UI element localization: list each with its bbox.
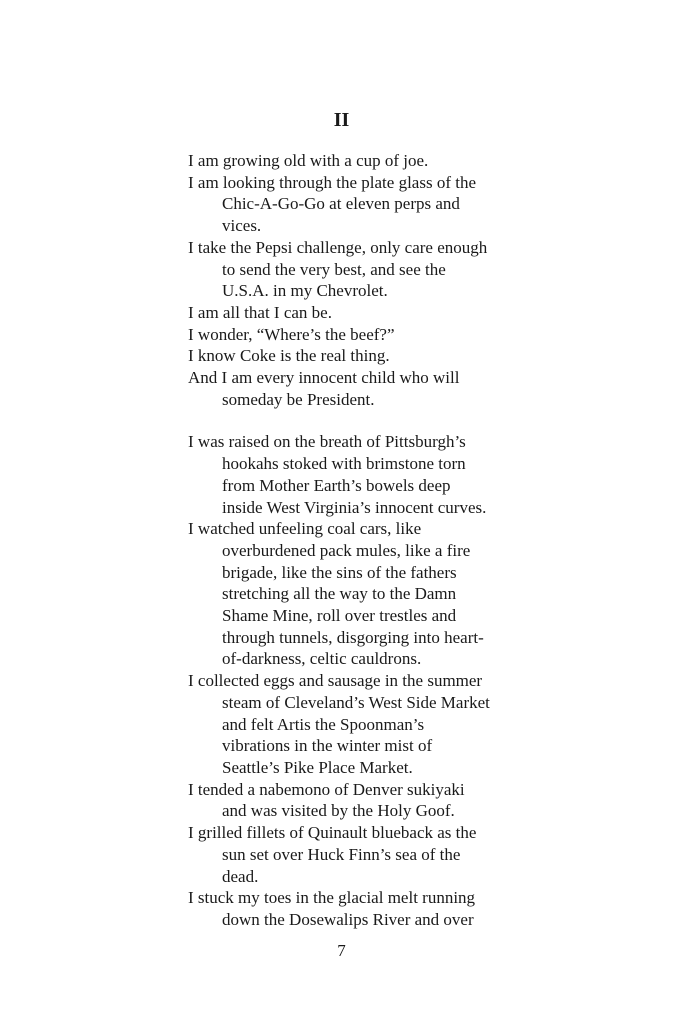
stanza — [188, 150, 518, 410]
poem-line: I take the Pepsi challenge, only care enough — [188, 237, 488, 257]
poem-line-continuation: of-darkness, celtic cauldrons. — [222, 649, 422, 669]
poem-line-continuation: steam of Cleveland’s West Side Market — [222, 692, 490, 712]
poem-line-continuation: and felt Artis the Spoonman’s — [222, 714, 425, 734]
poem-line-continuation: Seattle’s Pike Place Market. — [222, 757, 413, 777]
poem-line-continuation: from Mother Earth’s bowels deep — [222, 475, 451, 495]
poem-line-continuation: Shame Mine, roll over trestles and — [222, 606, 457, 626]
poem-line: I tended a nabemono of Denver sukiyaki — [188, 779, 465, 799]
poem-line: I am growing old with a cup of joe. — [188, 151, 429, 170]
poem-line-continuation: inside West Virginia’s innocent curves. — [222, 497, 487, 517]
poem-line-continuation: brigade, like the sins of the fathers — [222, 562, 457, 582]
poem-line: I collected eggs and sausage in the summer — [188, 671, 483, 691]
poem-line-continuation: stretching all the way to the Damn — [222, 584, 457, 604]
poem-line: I watched unfeeling coal cars, like — [188, 519, 422, 539]
poem-line: I grilled fillets of Quinault blueback as the — [188, 823, 477, 843]
poem-line-continuation: sun set over Huck Finn’s sea of the — [222, 844, 461, 864]
poem-line: And I am every innocent child who will — [188, 368, 460, 388]
poem-line-continuation: to send the very best, and see the — [222, 259, 446, 279]
poem-line: I was raised on the breath of Pittsburgh’s — [188, 432, 466, 452]
page-number: 7 — [337, 941, 346, 960]
poem-line-continuation: dead. — [222, 866, 259, 886]
poem-line-continuation: U.S.A. in my Chevrolet. — [222, 281, 388, 301]
poem-line: I stuck my toes in the glacial melt running — [188, 888, 476, 908]
poem-line-continuation: through tunnels, disgorging into heart- — [222, 627, 484, 647]
poem-line-continuation: Chic-A-Go-Go at eleven perps and — [222, 194, 460, 214]
poem-body — [188, 150, 518, 931]
poem-line-continuation: hookahs stoked with brimstone torn — [222, 454, 466, 474]
poem-line: I wonder, “Where’s the beef?” — [188, 324, 395, 344]
section-title: II — [333, 109, 350, 131]
poem-line: I am all that I can be. — [188, 302, 332, 322]
poem-line-continuation: someday be President. — [222, 389, 375, 409]
stanza — [188, 431, 518, 930]
poem-line-continuation: and was visited by the Holy Goof. — [222, 801, 455, 821]
poem-line-continuation: vibrations in the winter mist of — [222, 736, 433, 756]
poem-line-continuation: overburdened pack mules, like a fire — [222, 540, 471, 560]
poem-line: I am looking through the plate glass of the — [188, 172, 476, 192]
poem-line-continuation: vices. — [222, 216, 262, 236]
poem-line: I know Coke is the real thing. — [188, 346, 390, 366]
poem-line-continuation: down the Dosewalips River and over — [222, 909, 474, 929]
